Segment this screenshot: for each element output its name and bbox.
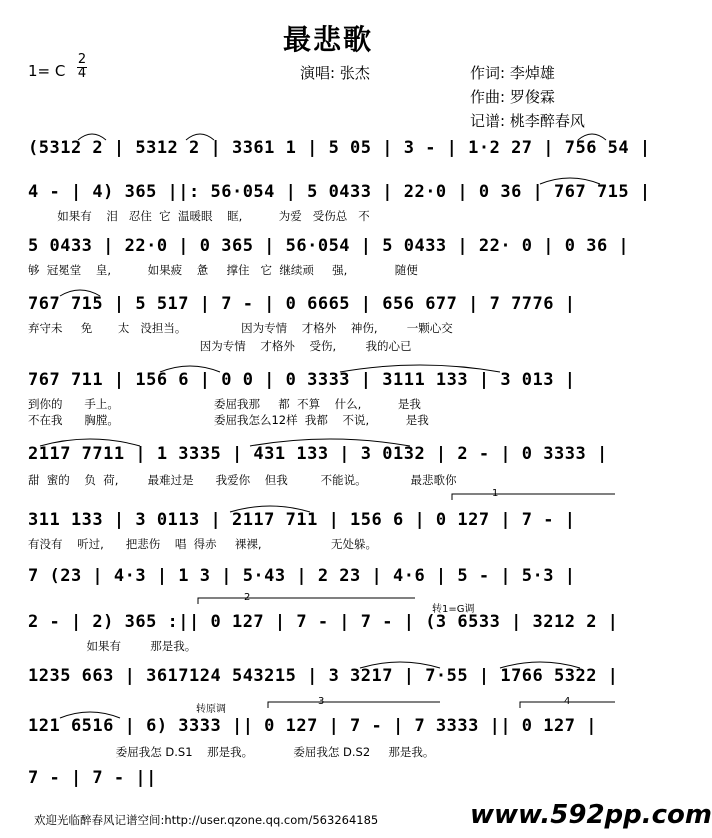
lyric-row-9: 如果有 那是我。 [28,639,197,653]
time-signature-bottom: 4 [77,66,87,81]
volta-2-label: 2 [244,592,251,603]
volta-3-label: 3 [318,696,325,707]
composer-credit: 作曲: 罗俊霖 [470,88,555,106]
slur-arc [540,178,600,184]
volta-3-bracket [268,702,440,708]
key-signature: 1= C [28,62,66,80]
score-row-3: 5 0433 | 22·0 | 0 365 | 56·054 | 5 0433 | 22· 0 | 0 36 | [28,236,630,256]
lyric-row-6: 甜 蜜的 负 荷, 最难过是 我爱你 但我 不能说。 最悲歌你 [28,473,457,487]
lyric-row-2: 如果有 泪 忍住 它 温暖眼 眶, 为爱 受伤总 不 [28,209,370,223]
score-row-5: 767 711 | 156 6 | 0 0 | 0 3333 | 3111 133 | 3 013 | [28,370,576,390]
volta-2-bracket [198,598,415,604]
score-row-7: 311 133 | 3 0113 | 2117 711 | 156 6 | 0 127 | 7 - | [28,510,576,530]
lyric-row-3: 够 冠冕堂 皇, 如果疲 惫 撑住 它 继续顽 强, 随便 [28,263,418,277]
slur-arc [60,290,100,296]
slur-arc [250,439,410,446]
lyric-row-11: 委屈我怎 D.S1 那是我。 委屈我怎 D.S2 那是我。 [28,745,435,759]
lyricist-credit: 作词: 李焯雄 [470,64,555,82]
volta-4-bracket [520,702,615,708]
slur-arc [340,365,500,372]
score-row-12: 7 - | 7 - || [28,768,157,788]
score-row-6: 2117 7711 | 1 3335 | 431 133 | 3 0132 | 2 - | 0 3333 | [28,444,608,464]
score-row-2: 4 - | 4) 365 ||: 56·054 | 5 0433 | 22·0 | 0 36 | 767 715 | [28,182,651,202]
volta-4-label: 4 [564,696,571,707]
lyric-row-5b: 不在我 胸膛。 委屈我怎么12样 我都 不说, 是我 [28,413,429,427]
volta-1-bracket [452,494,615,500]
footer-welcome: 欢迎光临醉春风记谱空间:http://user.qzone.qq.com/563264185 [34,813,379,827]
slur-arc [186,134,214,140]
lyric-row-4b: 因为专情 才格外 受伤, 我的心已 [28,339,412,353]
singer-credit: 演唱: 张杰 [300,64,370,82]
lyric-row-4a: 弃守未 免 太 没担当。 因为专情 才格外 神伤, 一颗心交 [28,321,453,335]
transcriber-credit: 记谱: 桃李醉春风 [470,112,585,130]
slur-arc [500,662,580,668]
volta-1-label: 1 [492,488,499,499]
slur-arc [60,712,120,718]
slur-arc [40,439,140,446]
slur-arc [160,366,220,372]
score-row-4: 767 715 | 5 517 | 7 - | 0 6665 | 656 677 | 7 7776 | [28,294,576,314]
score-row-9: 2 - | 2) 365 :|| 0 127 | 7 - | 7 - | (3 6533 | 3212 2 | [28,612,619,632]
slur-arc [230,506,310,512]
slur-arc [78,134,106,140]
modulation-back: 转原调 [196,704,226,715]
score-row-10: 1235 663 | 3617124 543215 | 3 3217 | 7·55 | 1766 5322 | [28,666,619,686]
score-row-11: 121 6516 | 6) 3333 || 0 127 | 7 - | 7 3333 || 0 127 | [28,716,597,736]
score-row-8: 7 (23 | 4·3 | 1 3 | 5·43 | 2 23 | 4·6 | 5 - | 5·3 | [28,566,576,586]
song-title: 最悲歌 [282,23,373,56]
time-signature-top: 2 [77,52,87,67]
score-row-1: (5312 2 | 5312 2 | 3361 1 | 5 05 | 3 - | 1·2 27 | 756 54 | [28,138,651,158]
lyric-row-7: 有没有 听过, 把悲伤 唱 得赤 裸裸, 无处躲。 [28,537,378,551]
modulation-to-g: 转1=G调 [432,604,475,615]
site-logo: www.592pp.com [470,800,712,830]
lyric-row-5a: 到你的 手上。 委屈我那 都 不算 什么, 是我 [28,397,421,411]
slur-arc [578,134,606,140]
slur-arc [360,662,440,668]
